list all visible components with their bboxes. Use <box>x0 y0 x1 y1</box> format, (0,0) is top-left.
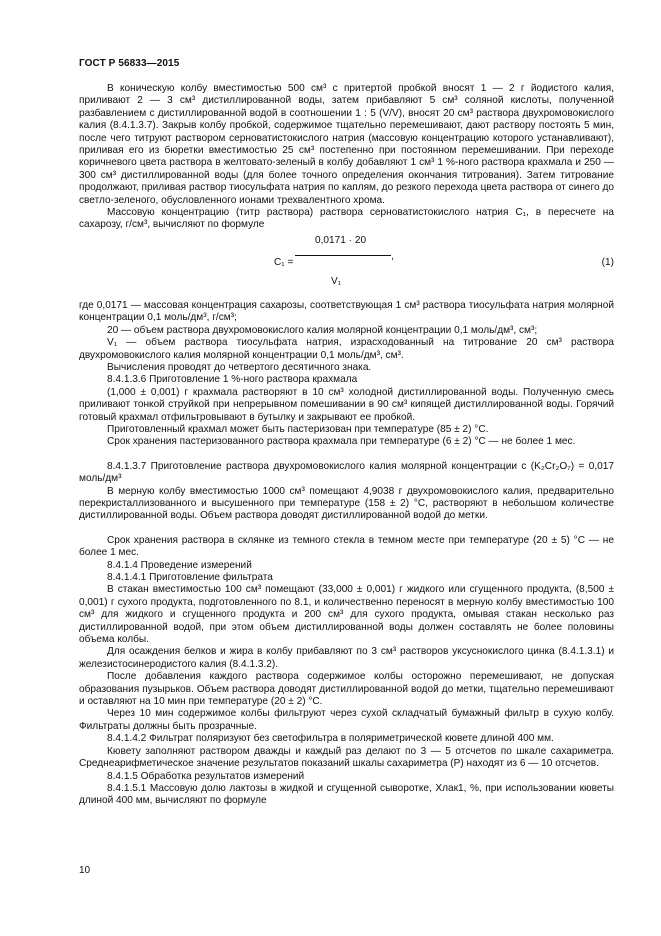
section-heading: 8.4.1.5 Обработка результатов измерений <box>107 770 305 782</box>
paragraph: Срок хранения пастеризованного раствора крахмала при температуре (6 ± 2) °С — не более 1 мес. <box>107 436 576 448</box>
paragraph: 8.4.1.4.2 Фильтрат поляризуют без светофильтра в поляриметрической кювете длиной 400 мм. <box>107 733 554 745</box>
where-clause: 20 — объем раствора двухромовокислого калия молярной концентрации 0,1 моль/дм³, см³; <box>107 324 538 336</box>
paragraph: Через 10 мин содержимое колбы фильтруют через сухой складчатый бумажный фильтр в сухую колбу. Фильтраты должны быть прозрачные. <box>79 708 614 732</box>
paragraph: Массовую концентрацию (титр раствора) раствора серноватистокислого натрия С₁, в пересчете на сахарозу, г/см³, вычисляют по формуле <box>79 207 614 231</box>
paragraph: (1,000 ± 0,001) г крахмала растворяют в 10 см³ холодной дистиллированной воды. Полученную смесь приливают тонкой струйкой при непрерывном помешивании в 90 см³ кипящей дистиллированной воды. Горячий готовый крахмал отфильтровывают в бутылку и закрывают ее пробкой. <box>79 386 614 423</box>
section-heading: 8.4.1.4 Проведение измерений <box>107 559 252 571</box>
formula-lhs: C₁ = <box>274 256 294 268</box>
paragraph: В мерную колбу вместимостью 1000 см³ помещают 4,9038 г двухромовокислого калия, предварительно перекристаллизованного и высушенного при температуре (158 ± 2) °С, растворяют в небольшом количестве дистиллированной воды. Объем раствора доводят дистиллированной водой до метки. <box>79 485 614 522</box>
document-body <box>79 83 614 808</box>
document-header: ГОСТ Р 56833—2015 <box>79 58 180 69</box>
paragraph: 8.4.1.5.1 Массовую долю лактозы в жидкой и сгущенной сыворотке, Xлак1, %, при использовании кюветы длиной 400 мм, вычисляют по формуле <box>79 782 614 807</box>
paragraph: Срок хранения раствора в склянке из темного стекла в темном месте при температуре (20 ± 5) °С — не более 1 мес. <box>79 534 614 559</box>
formula-1 <box>79 234 614 296</box>
section-heading: 8.4.1.3.7 Приготовление раствора двухромовокислого калия молярной концентрации с (K₂Cr₂O₇) = 0,017 моль/дм³ <box>79 460 614 485</box>
section-heading: 8.4.1.4.1 Приготовление фильтрата <box>107 572 273 583</box>
page-number: 10 <box>79 865 91 876</box>
paragraph: В коническую колбу вместимостью 500 см³ с притертой пробкой вносят 1 — 2 г йодистого калия, приливают 2 — 3 см³ дистиллированной воды, затем прибавляют 5 см³ соляной кислоты, полученной разбавлением с дистиллированной водой в соотношении 1 : 5 (V/V), вносят 20 см³ раствора двухромовокислого калия (8.4.1.3.7). Закрыв колбу пробкой, содержимое тщательно перемешивают, дают раствору постоять 5 мин, после чего титруют раствором серноватистокислого натрия (массовую концентрацию которого устанавливают), приливая его из бюретки вместимостью 25 см³ постепенно при постоянном перемешивании. При переходе коричневого цвета раствора в желтовато-зеленый в колбу добавляют 1 см³ 1 %-ного раствора крахмала и 250 — 300 см³ дистиллированной воды (для более точного определения окончания титрования). Затем титрование продолжают, приливая раствор тиосульфата натрия по каплям, до резкого перехода цвета раствора от синего до светло-зеленого, обусловленного ионами трехвалентного хрома. <box>79 83 614 206</box>
paragraph: После добавления каждого раствора содержимое колбы осторожно перемешивают, не допуская образования пузырьков. Объем раствора доводят дистиллированной водой до метки, тщательно перемешивают и оставляют на 10 мин при температуре (20 ± 2) °С. <box>79 671 614 708</box>
paragraph: В стакан вместимостью 100 см³ помещают (33,000 ± 0,001) г жидкого или сгущенного продукта, (8,500 ± 0,001) г сухого продукта, подготовленного по 8.1, и количественно переносят в мерную колбу вместимостью 100 см³ для жидкого и сгущенного продукта и 200 см³ для сухого продукта, омывая стакан несколько раз дистиллированной водой, при этом объем дистиллированной воды должен составлять не более половины объема колбы. <box>79 584 614 646</box>
formula-punctuation: , <box>391 250 394 262</box>
paragraph: Для осаждения белков и жира в колбу прибавляют по 3 см³ растворов уксуснокислого цинка (8.4.1.3.1) и железистосинеродистого калия (8.4.1.3.2). <box>79 646 614 670</box>
where-clause: где 0,0171 — массовая концентрация сахарозы, соответствующая 1 см³ раствора тиосульфата натрия молярной концентрации 0,1 моль/дм³, г/см³; <box>79 299 614 324</box>
paragraph: Кювету заполняют раствором дважды и каждый раз делают по 3 — 5 отсчетов по шкале сахариметра. Среднеарифметическое значение результатов показаний шкалы сахариметра (Р) находят из 6 — 10 отсчетов. <box>79 745 614 770</box>
formula-numerator: 0,0171 · 20 <box>315 234 367 246</box>
section-heading: 8.4.1.3.6 Приготовление 1 %-ного раствора крахмала <box>107 374 358 386</box>
formula-number: (1) <box>601 256 614 268</box>
formula-denominator: V₁ <box>331 275 342 287</box>
paragraph: Приготовленный крахмал может быть пастеризован при температуре (85 ± 2) °С. <box>107 423 489 435</box>
paragraph: Вычисления проводят до четвертого десятичного знака. <box>107 361 372 373</box>
where-clause: V₁ — объем раствора тиосульфата натрия, израсходованный на титрование 20 см³ раствора двухромовокислого калия молярной концентрации 0,1 моль/дм³, см³. <box>79 337 614 361</box>
fraction-bar <box>295 255 391 256</box>
